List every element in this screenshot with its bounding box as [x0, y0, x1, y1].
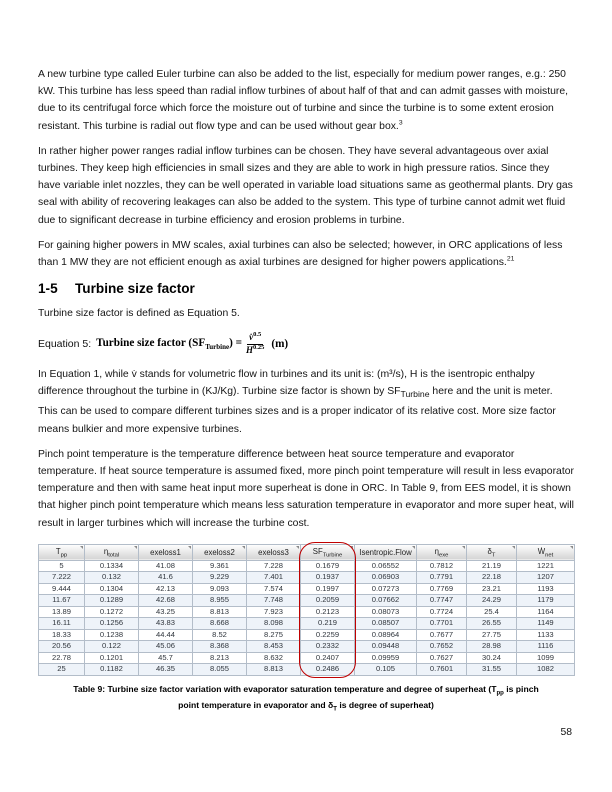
table-cell: 0.2486	[301, 664, 355, 676]
table-cell: 21.19	[467, 560, 517, 572]
table-cell: 0.1997	[301, 583, 355, 595]
exponent: 0.25	[253, 343, 265, 351]
equation-fraction	[246, 332, 264, 356]
table-cell: 20.56	[39, 641, 85, 653]
subscript: Turbine	[400, 389, 430, 400]
paragraph-equation-explanation: In Equation 1, while v̇ stands for volumetric flow in turbines and its unit is: (m³/s), H is the isentropic enthalpy difference throughout the turbine in (KJ/Kg). Turbine size factor is shown by $SF_{Turbine}$ here and the unit is meter. This can be used to compare different turbines sizes and is a proper indicator of its relative cost. More size factor means bulkier and more expensive turbines.	[38, 368, 556, 435]
table-row	[39, 572, 575, 584]
table-header-row	[39, 544, 575, 560]
table-cell: 8.813	[247, 664, 301, 676]
table-cell: 0.122	[85, 641, 139, 653]
table-9	[38, 544, 574, 676]
table-cell: 0.1182	[85, 664, 139, 676]
table-cell: 0.7627	[417, 652, 467, 664]
table-cell: 0.7812	[417, 560, 467, 572]
subscript: T	[333, 706, 337, 713]
parametric-table	[38, 544, 575, 676]
table-cell: 0.7601	[417, 664, 467, 676]
table-cell: 0.7747	[417, 595, 467, 607]
section-title: Turbine size factor	[75, 281, 195, 297]
table-cell: 23.21	[467, 583, 517, 595]
equation-5	[38, 332, 574, 356]
column-header: Isentropic.Flow	[355, 544, 417, 560]
table-cell: 1133	[517, 629, 575, 641]
table-cell: 9.229	[193, 572, 247, 584]
equation-unit: (m)	[271, 338, 289, 351]
table-cell: 0.1238	[85, 629, 139, 641]
table-cell: 8.52	[193, 629, 247, 641]
table-cell: 0.07273	[355, 583, 417, 595]
table-cell: 44.44	[139, 629, 193, 641]
table-cell: 0.1289	[85, 595, 139, 607]
table-cell: 0.08073	[355, 606, 417, 618]
table-cell: 43.83	[139, 618, 193, 630]
table-cell: 0.2259	[301, 629, 355, 641]
table-cell: 0.7724	[417, 606, 467, 618]
table-cell: 22.18	[467, 572, 517, 584]
table-caption: Table 9: Turbine size factor variation with evaporator saturation temperature and degree of superheat ($T_{pp}$ is pinch point temperature in evaporator and $\delta_T$ is degree of superheat)	[73, 683, 539, 713]
table-cell: 1116	[517, 641, 575, 653]
table-cell: 0.105	[355, 664, 417, 676]
table-cell: 8.368	[193, 641, 247, 653]
table-row	[39, 664, 575, 676]
table-cell: 1193	[517, 583, 575, 595]
column-header: $T_{pp}$	[39, 544, 85, 560]
column-header: $\delta_T$	[467, 544, 517, 560]
table-cell: 9.361	[193, 560, 247, 572]
subscript: pp	[496, 690, 504, 697]
table-cell: 8.055	[193, 664, 247, 676]
table-cell: 22.78	[39, 652, 85, 664]
table-cell: 0.1201	[85, 652, 139, 664]
paragraph-radial-inflow	[38, 143, 574, 229]
table-cell: 45.7	[139, 652, 193, 664]
footnote-reference: 21	[506, 255, 515, 263]
table-cell: 0.1304	[85, 583, 139, 595]
column-header: Ẇ$_{net}$	[517, 544, 575, 560]
table-cell: 0.08964	[355, 629, 417, 641]
table-cell: 0.1679	[301, 560, 355, 572]
section-heading	[38, 281, 574, 296]
table-cell: 0.7769	[417, 583, 467, 595]
table-cell: 0.7677	[417, 629, 467, 641]
table-cell: 7.574	[247, 583, 301, 595]
table-cell: 7.228	[247, 560, 301, 572]
table-cell: 0.1334	[85, 560, 139, 572]
table-cell: 46.35	[139, 664, 193, 676]
table-cell: 1149	[517, 618, 575, 630]
table-row	[39, 652, 575, 664]
table-cell: 8.453	[247, 641, 301, 653]
table-row	[39, 629, 575, 641]
table-row	[39, 595, 575, 607]
table-cell: 0.09448	[355, 641, 417, 653]
table-cell: 8.813	[193, 606, 247, 618]
fraction-numerator: v̇$^{0.5}$	[247, 332, 263, 344]
table-cell: 1164	[517, 606, 575, 618]
table-cell: 0.08507	[355, 618, 417, 630]
table-cell: 0.1272	[85, 606, 139, 618]
table-cell: 41.6	[139, 572, 193, 584]
table-cell: 0.06552	[355, 560, 417, 572]
table-cell: 27.75	[467, 629, 517, 641]
table-cell: 8.213	[193, 652, 247, 664]
table-cell: 0.2332	[301, 641, 355, 653]
table-cell: 1099	[517, 652, 575, 664]
table-row	[39, 560, 575, 572]
table-cell: 42.68	[139, 595, 193, 607]
paragraph-text: A new turbine type called Euler turbine can also be added to the list, especially for medium power ranges, e.g.: 250 kW. This turbine has less speed than radial inflow turbines of about half of that and can admit gasses with moisture, due to its centrifugal force which force the moisture out of turbine and since the turbine is to some extent erosion resistant. This turbine is radial out flow type and can be used without gear box.	[38, 69, 569, 132]
table-cell: 30.24	[467, 652, 517, 664]
table-cell: 25.4	[467, 606, 517, 618]
table-cell: 41.08	[139, 560, 193, 572]
table-cell: 0.07662	[355, 595, 417, 607]
table-cell: 28.98	[467, 641, 517, 653]
equation-label: Equation 5:	[38, 338, 92, 351]
table-cell: 0.219	[301, 618, 355, 630]
column-header: $\eta_{total}$	[85, 544, 139, 560]
table-row	[39, 583, 575, 595]
table-cell: 8.098	[247, 618, 301, 630]
table-cell: 9.093	[193, 583, 247, 595]
table-cell: 18.33	[39, 629, 85, 641]
table-cell: 16.11	[39, 618, 85, 630]
table-cell: 7.222	[39, 572, 85, 584]
table-cell: 1207	[517, 572, 575, 584]
equation-lhs: Turbine size factor $(SF_{Turbine})$ =	[96, 337, 242, 352]
column-header: exeloss1	[139, 544, 193, 560]
paragraph-text: For gaining higher powers in MW scales, axial turbines can also be selected; however, in ORC applications of less than 1 MW they are not efficient enough as axial turbines are designed for higher powers applications.	[38, 239, 563, 269]
fraction-denominator: $H^{0.25}$	[246, 343, 265, 355]
table-cell: 0.1256	[85, 618, 139, 630]
table-cell: 31.55	[467, 664, 517, 676]
table-cell: 0.7791	[417, 572, 467, 584]
subscript: Turbine	[205, 343, 230, 352]
table-row	[39, 641, 575, 653]
table-cell: 0.7652	[417, 641, 467, 653]
table-cell: 1221	[517, 560, 575, 572]
table-cell: 43.25	[139, 606, 193, 618]
table-cell: 9.444	[39, 583, 85, 595]
table-cell: 5	[39, 560, 85, 572]
table-row	[39, 606, 575, 618]
table-cell: 0.7701	[417, 618, 467, 630]
column-header: $SF_{Turbine}$	[301, 544, 355, 560]
table-cell: 0.132	[85, 572, 139, 584]
table-cell: 7.401	[247, 572, 301, 584]
table-cell: 42.13	[139, 583, 193, 595]
equation-intro: Turbine size factor is defined as Equation 5.	[38, 308, 240, 320]
exponent: 0.5	[253, 331, 262, 339]
section-number: 1-5	[38, 281, 58, 297]
column-header: exeloss3	[247, 544, 301, 560]
table-cell: 0.09959	[355, 652, 417, 664]
footnote-reference: 3	[398, 119, 403, 127]
table-cell: 0.2407	[301, 652, 355, 664]
table-cell: 8.275	[247, 629, 301, 641]
table-cell: 8.955	[193, 595, 247, 607]
paragraph-pinch-point: Pinch point temperature is the temperature difference between heat source temperature and evaporator temperature. If heat source temperature is assumed fixed, more pinch point temperature will result in less evaporator temperature and then with same heat input more superheat is done in ORC. In Table 9, from EES model, it is shown that higher pinch point temperature which means less saturation temperature in evaporator and more super heat, will result in larger turbines which will increase the turbine cost.	[38, 448, 574, 529]
table-cell: 0.06903	[355, 572, 417, 584]
table-cell: 7.748	[247, 595, 301, 607]
table-cell: 11.67	[39, 595, 85, 607]
table-cell: 26.55	[467, 618, 517, 630]
paragraph-axial-turbines	[38, 237, 574, 271]
table-cell: 8.632	[247, 652, 301, 664]
table-cell: 0.2059	[301, 595, 355, 607]
table-cell: 13.89	[39, 606, 85, 618]
table-cell: 1179	[517, 595, 575, 607]
column-header: exeloss2	[193, 544, 247, 560]
table-cell: 25	[39, 664, 85, 676]
table-cell: 8.668	[193, 618, 247, 630]
table-cell: 0.1937	[301, 572, 355, 584]
column-header: $\eta_{exe}$	[417, 544, 467, 560]
table-cell: 7.923	[247, 606, 301, 618]
paragraph-euler-turbine	[38, 66, 574, 135]
table-cell: 24.29	[467, 595, 517, 607]
table-row	[39, 618, 575, 630]
table-cell: 0.2123	[301, 606, 355, 618]
equation-expression	[96, 332, 288, 356]
page-number: 58	[560, 727, 572, 738]
table-cell: 1082	[517, 664, 575, 676]
paragraph-text: In rather higher power ranges radial inflow turbines can be chosen. They have several advantageous over axial turbines. They keep high efficiencies in small sizes and they are able to work in high pressure ratios. Since they have variable inlet nozzles, they can be well operated in variable load situations same as geothermal plants. Dry gas seal with ability of recovering leakages can also be added to the system. This type of turbine cannot admit wet fluid due to significant decrease in turbine efficiency and erosion problems in turbine.	[38, 145, 573, 226]
table-cell: 45.06	[139, 641, 193, 653]
